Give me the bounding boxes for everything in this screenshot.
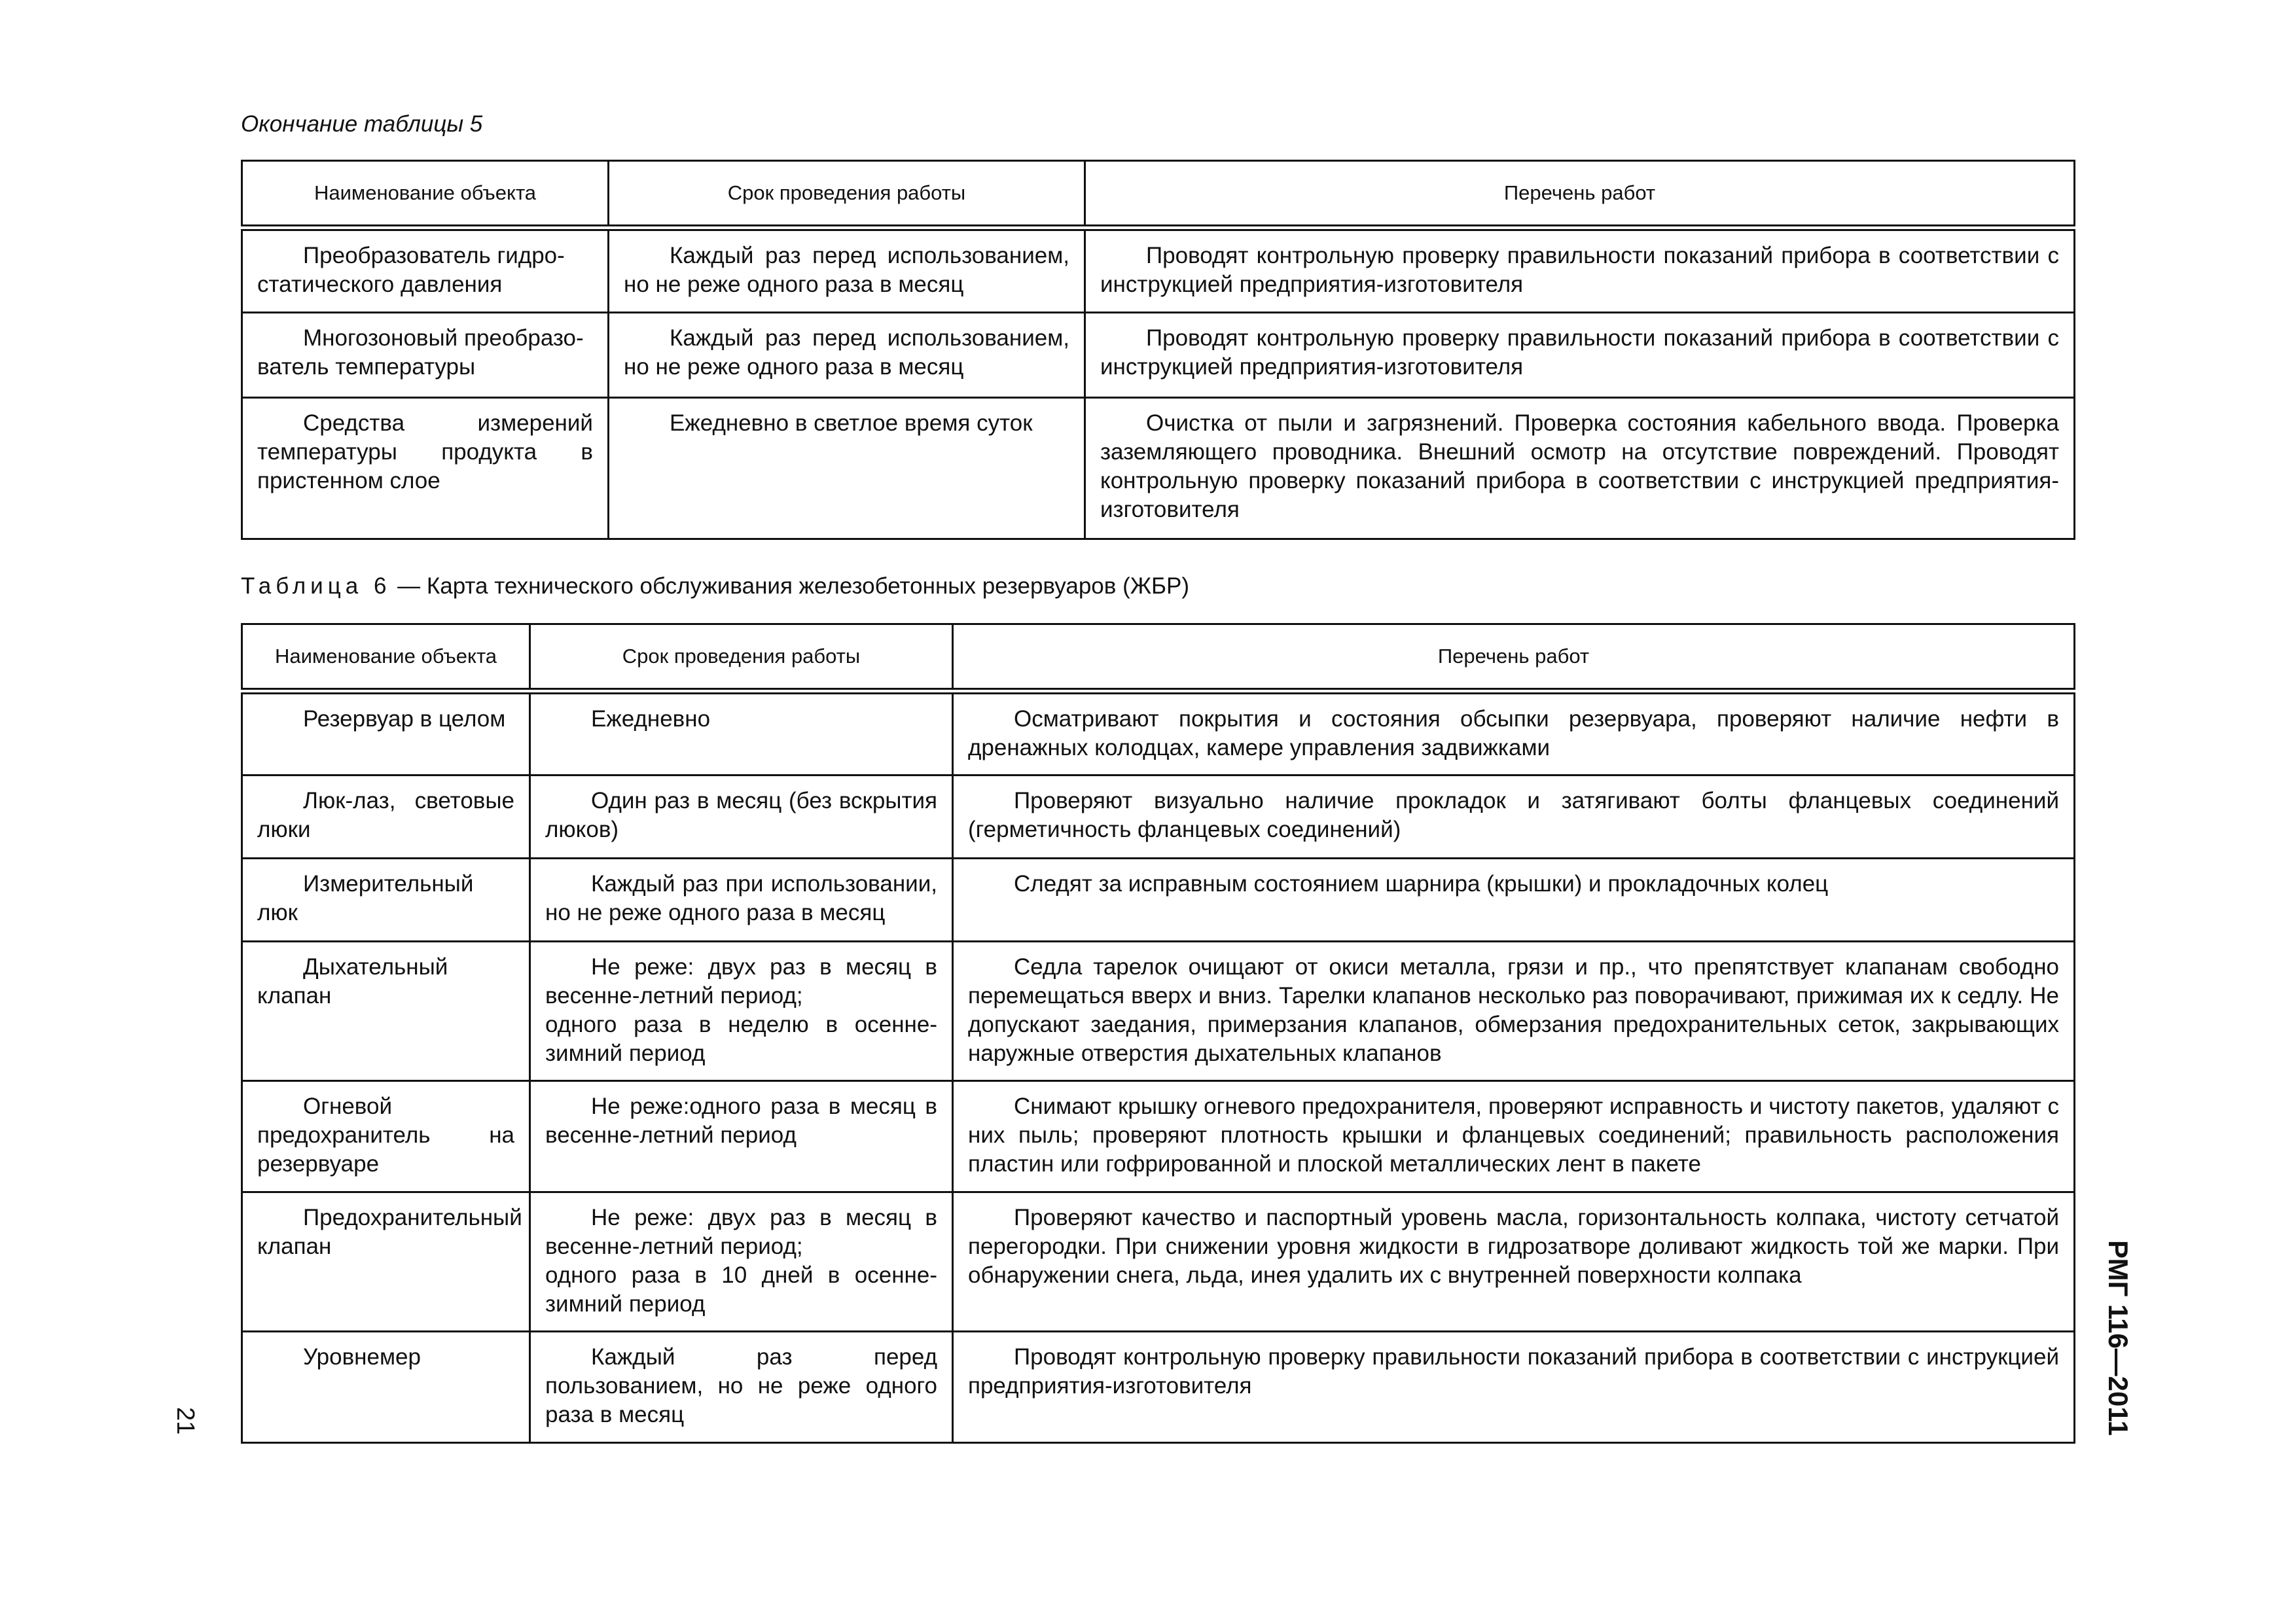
table-row	[242, 858, 2075, 941]
table6-cell-work-list: Седла тарелок очищают от окиси металла, грязи и пр., что препятствует клапанам свободно перемещаться вверх и вниз. Тарелки клапанов несколько раз поворачивают, прижимая их к седлу. Не допускают заедания, примерзания клапанов, обмерзания предохранительных сеток, закрывающих наружные отверстия дыхательных клапанов	[953, 941, 2075, 1080]
table6-cell-schedule: Не реже:одного раза в месяц в весенне-летний период	[530, 1080, 953, 1192]
table6-cell-object: Резервуар в целом	[242, 691, 530, 776]
table6-cell-object: Предохранительный клапан	[242, 1192, 530, 1331]
table5-header-work-list: Перечень работ	[1085, 161, 2075, 228]
table6-cell-work-list: Проводят контрольную проверку правильности показаний прибора в соответствии с инструкцией предприятия-изготовителя	[953, 1331, 2075, 1442]
table6-cell-object: Уровнемер	[242, 1331, 530, 1442]
table6-cell-work-list: Проверяют качество и паспортный уровень масла, горизонтальность колпака, чистоту сетчатой перегородки. При снижении уровня жидкости в гидрозатворе доливают жидкость той же марки. При обнаружении снега, льда, инея удалить их с внутренней поверхности колпака	[953, 1192, 2075, 1331]
table5-cell-object: Многозоновый преобразо- ватель температуры	[242, 313, 609, 398]
table5-cell-object: Средства измерений температуры продукта в пристенном слое	[242, 398, 609, 539]
table-row	[242, 1080, 2075, 1192]
table6-header-schedule: Срок проведения работы	[530, 624, 953, 691]
document-code: РМГ 116—2011	[2103, 1240, 2134, 1436]
table-row	[242, 1331, 2075, 1442]
table6-cell-schedule: Не реже: двух раз в месяц в весенне-летний период; одного раза в 10 дней в осенне-зимний период	[530, 1192, 953, 1331]
table6-cell-work-list: Осматривают покрытия и состояния обсыпки резервуара, проверяют наличие нефти в дренажных колодцах, камере управления задвижками	[953, 691, 2075, 776]
page-number: 21	[171, 1407, 199, 1435]
table-row	[242, 228, 2075, 313]
table-row	[242, 691, 2075, 776]
table5-header-object: Наименование объекта	[242, 161, 609, 228]
table-row	[242, 1192, 2075, 1331]
table6-cell-schedule: Каждый раз при использовании, но не реже одного раза в месяц	[530, 858, 953, 941]
table6	[241, 623, 2075, 1444]
table5-cell-work-list: Проводят контрольную проверку правильности показаний прибора в соответствии с инструкцией предприятия-изготовителя	[1085, 228, 2075, 313]
table5-cell-work-list: Проводят контрольную проверку правильности показаний прибора в соответствии с инструкцией предприятия-изготовителя	[1085, 313, 2075, 398]
table5	[241, 160, 2075, 540]
table5-continuation-caption: Окончание таблицы 5	[241, 111, 483, 137]
table6-cell-object: Люк-лаз, световые люки	[242, 775, 530, 858]
table5-header-row	[242, 161, 2075, 228]
table6-caption-text: — Карта технического обслуживания железобетонных резервуаров (ЖБР)	[391, 573, 1190, 599]
table5-cell-object: Преобразователь гидро- статического давления	[242, 228, 609, 313]
table6-cell-object: Измерительный люк	[242, 858, 530, 941]
table6-cell-schedule: Не реже: двух раз в месяц в весенне-летний период; одного раза в неделю в осенне-зимний период	[530, 941, 953, 1080]
table5-cell-work-list: Очистка от пыли и загрязнений. Проверка состояния кабельного ввода. Проверка заземляющего проводника. Внешний осмотр на отсутствие повреждений. Проводят контрольную проверку показаний прибора в соответствии с инструкцией предприятия- изготовителя	[1085, 398, 2075, 539]
table6-cell-object: Дыхательный клапан	[242, 941, 530, 1080]
table6-cell-schedule: Ежедневно	[530, 691, 953, 776]
table5-cell-schedule: Каждый раз перед использованием, но не реже одного раза в месяц	[609, 228, 1085, 313]
table5-cell-schedule: Каждый раз перед использованием, но не реже одного раза в месяц	[609, 313, 1085, 398]
table-row	[242, 941, 2075, 1080]
table6-cell-work-list: Проверяют визуально наличие прокладок и затягивают болты фланцевых соединений (герметичность фланцевых соединений)	[953, 775, 2075, 858]
table6-caption-label: Таблица 6	[241, 573, 391, 599]
table6-cell-work-list: Следят за исправным состоянием шарнира (крышки) и прокладочных колец	[953, 858, 2075, 941]
table6-cell-schedule: Каждый раз перед пользованием, но не реже одного раза в месяц	[530, 1331, 953, 1442]
table6-caption	[241, 572, 1189, 601]
table6-cell-work-list: Снимают крышку огневого предохранителя, проверяют исправность и чистоту пакетов, удаляют с них пыль; проверяют плотность крышки и фланцевых соединений; правильность расположения пластин или гофрированной и плоской металлических лент в пакете	[953, 1080, 2075, 1192]
table5-header-schedule: Срок проведения работы	[609, 161, 1085, 228]
table6-header-row	[242, 624, 2075, 691]
table6-header-object: Наименование объекта	[242, 624, 530, 691]
table6-header-work-list: Перечень работ	[953, 624, 2075, 691]
table-row	[242, 775, 2075, 858]
table6-cell-object: Огневой предохранитель на резервуаре	[242, 1080, 530, 1192]
table6-cell-schedule: Один раз в месяц (без вскрытия люков)	[530, 775, 953, 858]
table-row	[242, 398, 2075, 539]
table-row	[242, 313, 2075, 398]
table5-cell-schedule: Ежедневно в светлое время суток	[609, 398, 1085, 539]
